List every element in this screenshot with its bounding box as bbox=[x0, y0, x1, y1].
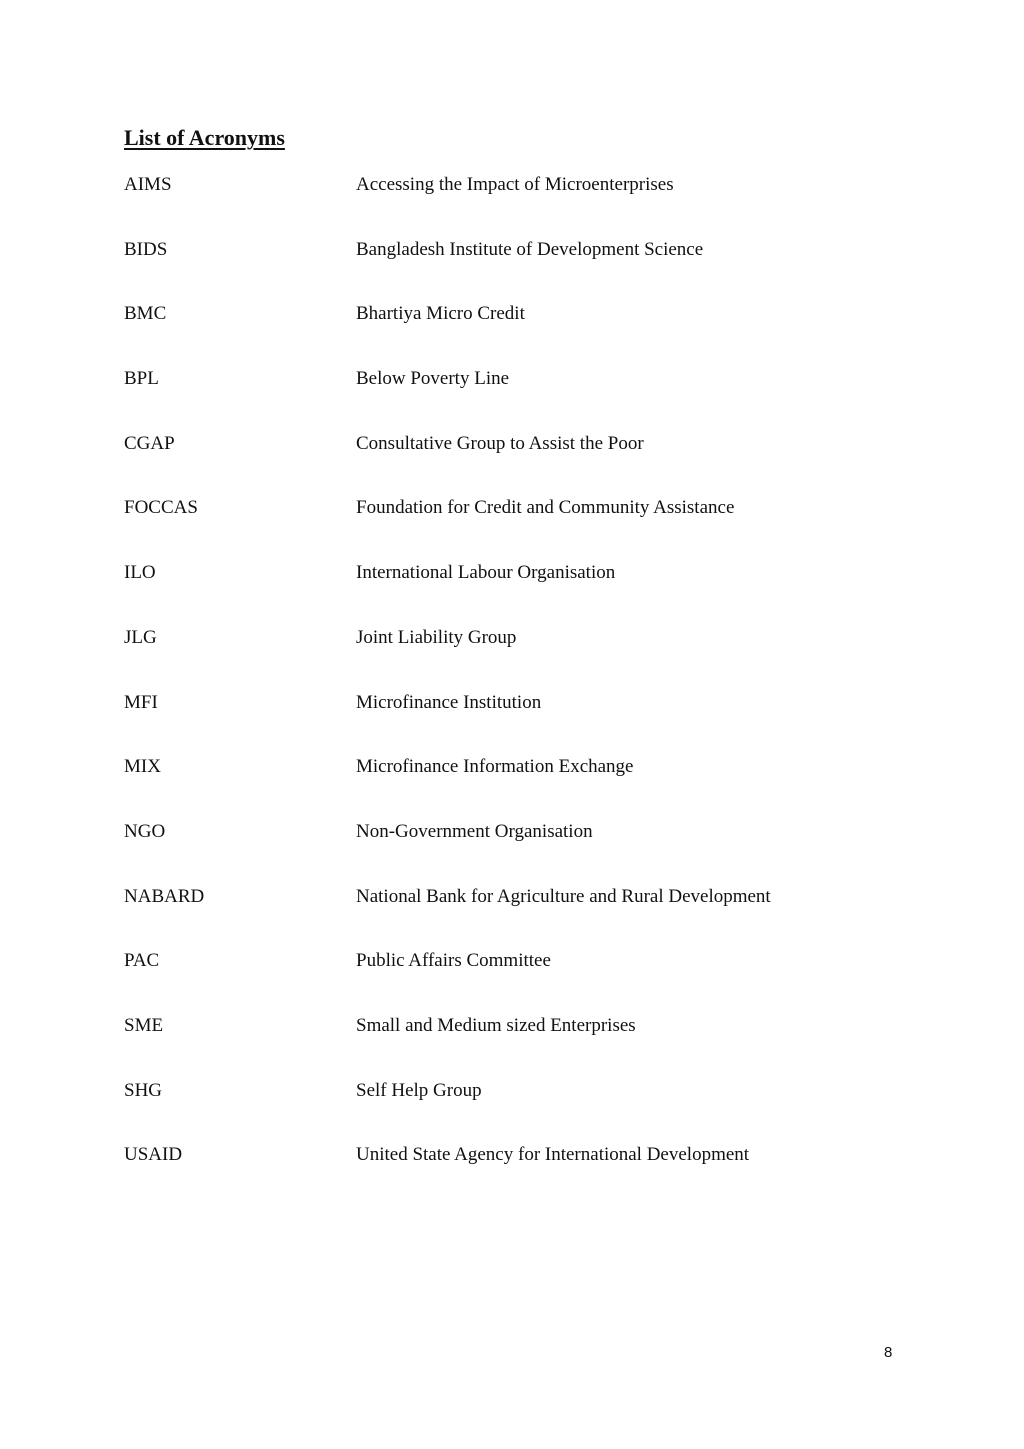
acronym-row bbox=[124, 1078, 884, 1143]
acronym-abbreviation: ILO bbox=[124, 562, 156, 584]
acronym-abbreviation: MIX bbox=[124, 756, 161, 778]
acronym-abbreviation: BPL bbox=[124, 368, 159, 390]
acronym-definition: Joint Liability Group bbox=[356, 626, 517, 648]
acronym-row bbox=[124, 172, 884, 237]
acronym-row bbox=[124, 884, 884, 949]
acronym-abbreviation: USAID bbox=[124, 1144, 183, 1166]
acronym-abbreviation: CGAP bbox=[124, 432, 175, 454]
acronym-row bbox=[124, 237, 884, 302]
acronym-row bbox=[124, 366, 884, 431]
acronym-abbreviation: FOCCAS bbox=[124, 497, 198, 519]
acronym-definition: International Labour Organisation bbox=[356, 562, 616, 584]
acronym-definition: Bhartiya Micro Credit bbox=[356, 303, 525, 325]
acronym-definition: Bangladesh Institute of Development Science bbox=[356, 238, 704, 260]
acronym-abbreviation: SHG bbox=[124, 1079, 163, 1101]
acronym-definition: Non-Government Organisation bbox=[356, 820, 593, 842]
page-number: 8 bbox=[884, 1344, 893, 1361]
acronym-row bbox=[124, 1142, 884, 1207]
acronym-abbreviation: NABARD bbox=[124, 885, 205, 907]
acronym-definition: Public Affairs Committee bbox=[356, 950, 551, 972]
acronym-definition: Consultative Group to Assist the Poor bbox=[356, 432, 644, 454]
acronym-abbreviation: SME bbox=[124, 1014, 164, 1036]
acronym-abbreviation: MFI bbox=[124, 691, 158, 713]
acronym-row bbox=[124, 819, 884, 884]
acronym-abbreviation: BMC bbox=[124, 303, 167, 325]
acronym-definition: Microfinance Institution bbox=[356, 691, 542, 713]
acronym-definition: Small and Medium sized Enterprises bbox=[356, 1014, 636, 1036]
acronym-row bbox=[124, 948, 884, 1013]
acronym-list bbox=[124, 172, 884, 1207]
acronym-definition: Below Poverty Line bbox=[356, 368, 510, 390]
acronym-abbreviation: JLG bbox=[124, 626, 157, 648]
acronym-row bbox=[124, 625, 884, 690]
acronym-abbreviation: NGO bbox=[124, 820, 166, 842]
acronym-definition: Foundation for Credit and Community Assistance bbox=[356, 497, 735, 519]
acronym-definition: Accessing the Impact of Microenterprises bbox=[356, 174, 674, 195]
acronym-abbreviation: AIMS bbox=[124, 174, 172, 195]
acronym-row bbox=[124, 301, 884, 366]
acronym-row bbox=[124, 1013, 884, 1078]
acronym-definition: Self Help Group bbox=[356, 1079, 482, 1101]
acronym-abbreviation: BIDS bbox=[124, 238, 168, 260]
acronym-definition: United State Agency for International Development bbox=[356, 1144, 750, 1166]
acronym-abbreviation: PAC bbox=[124, 950, 160, 972]
acronym-row bbox=[124, 754, 884, 819]
acronym-definition: Microfinance Information Exchange bbox=[356, 756, 634, 778]
acronym-row bbox=[124, 495, 884, 560]
acronym-row bbox=[124, 560, 884, 625]
page-title: List of Acronyms bbox=[124, 125, 285, 150]
acronym-row bbox=[124, 431, 884, 496]
acronym-definition: National Bank for Agriculture and Rural Development bbox=[356, 885, 771, 907]
acronym-row bbox=[124, 690, 884, 755]
